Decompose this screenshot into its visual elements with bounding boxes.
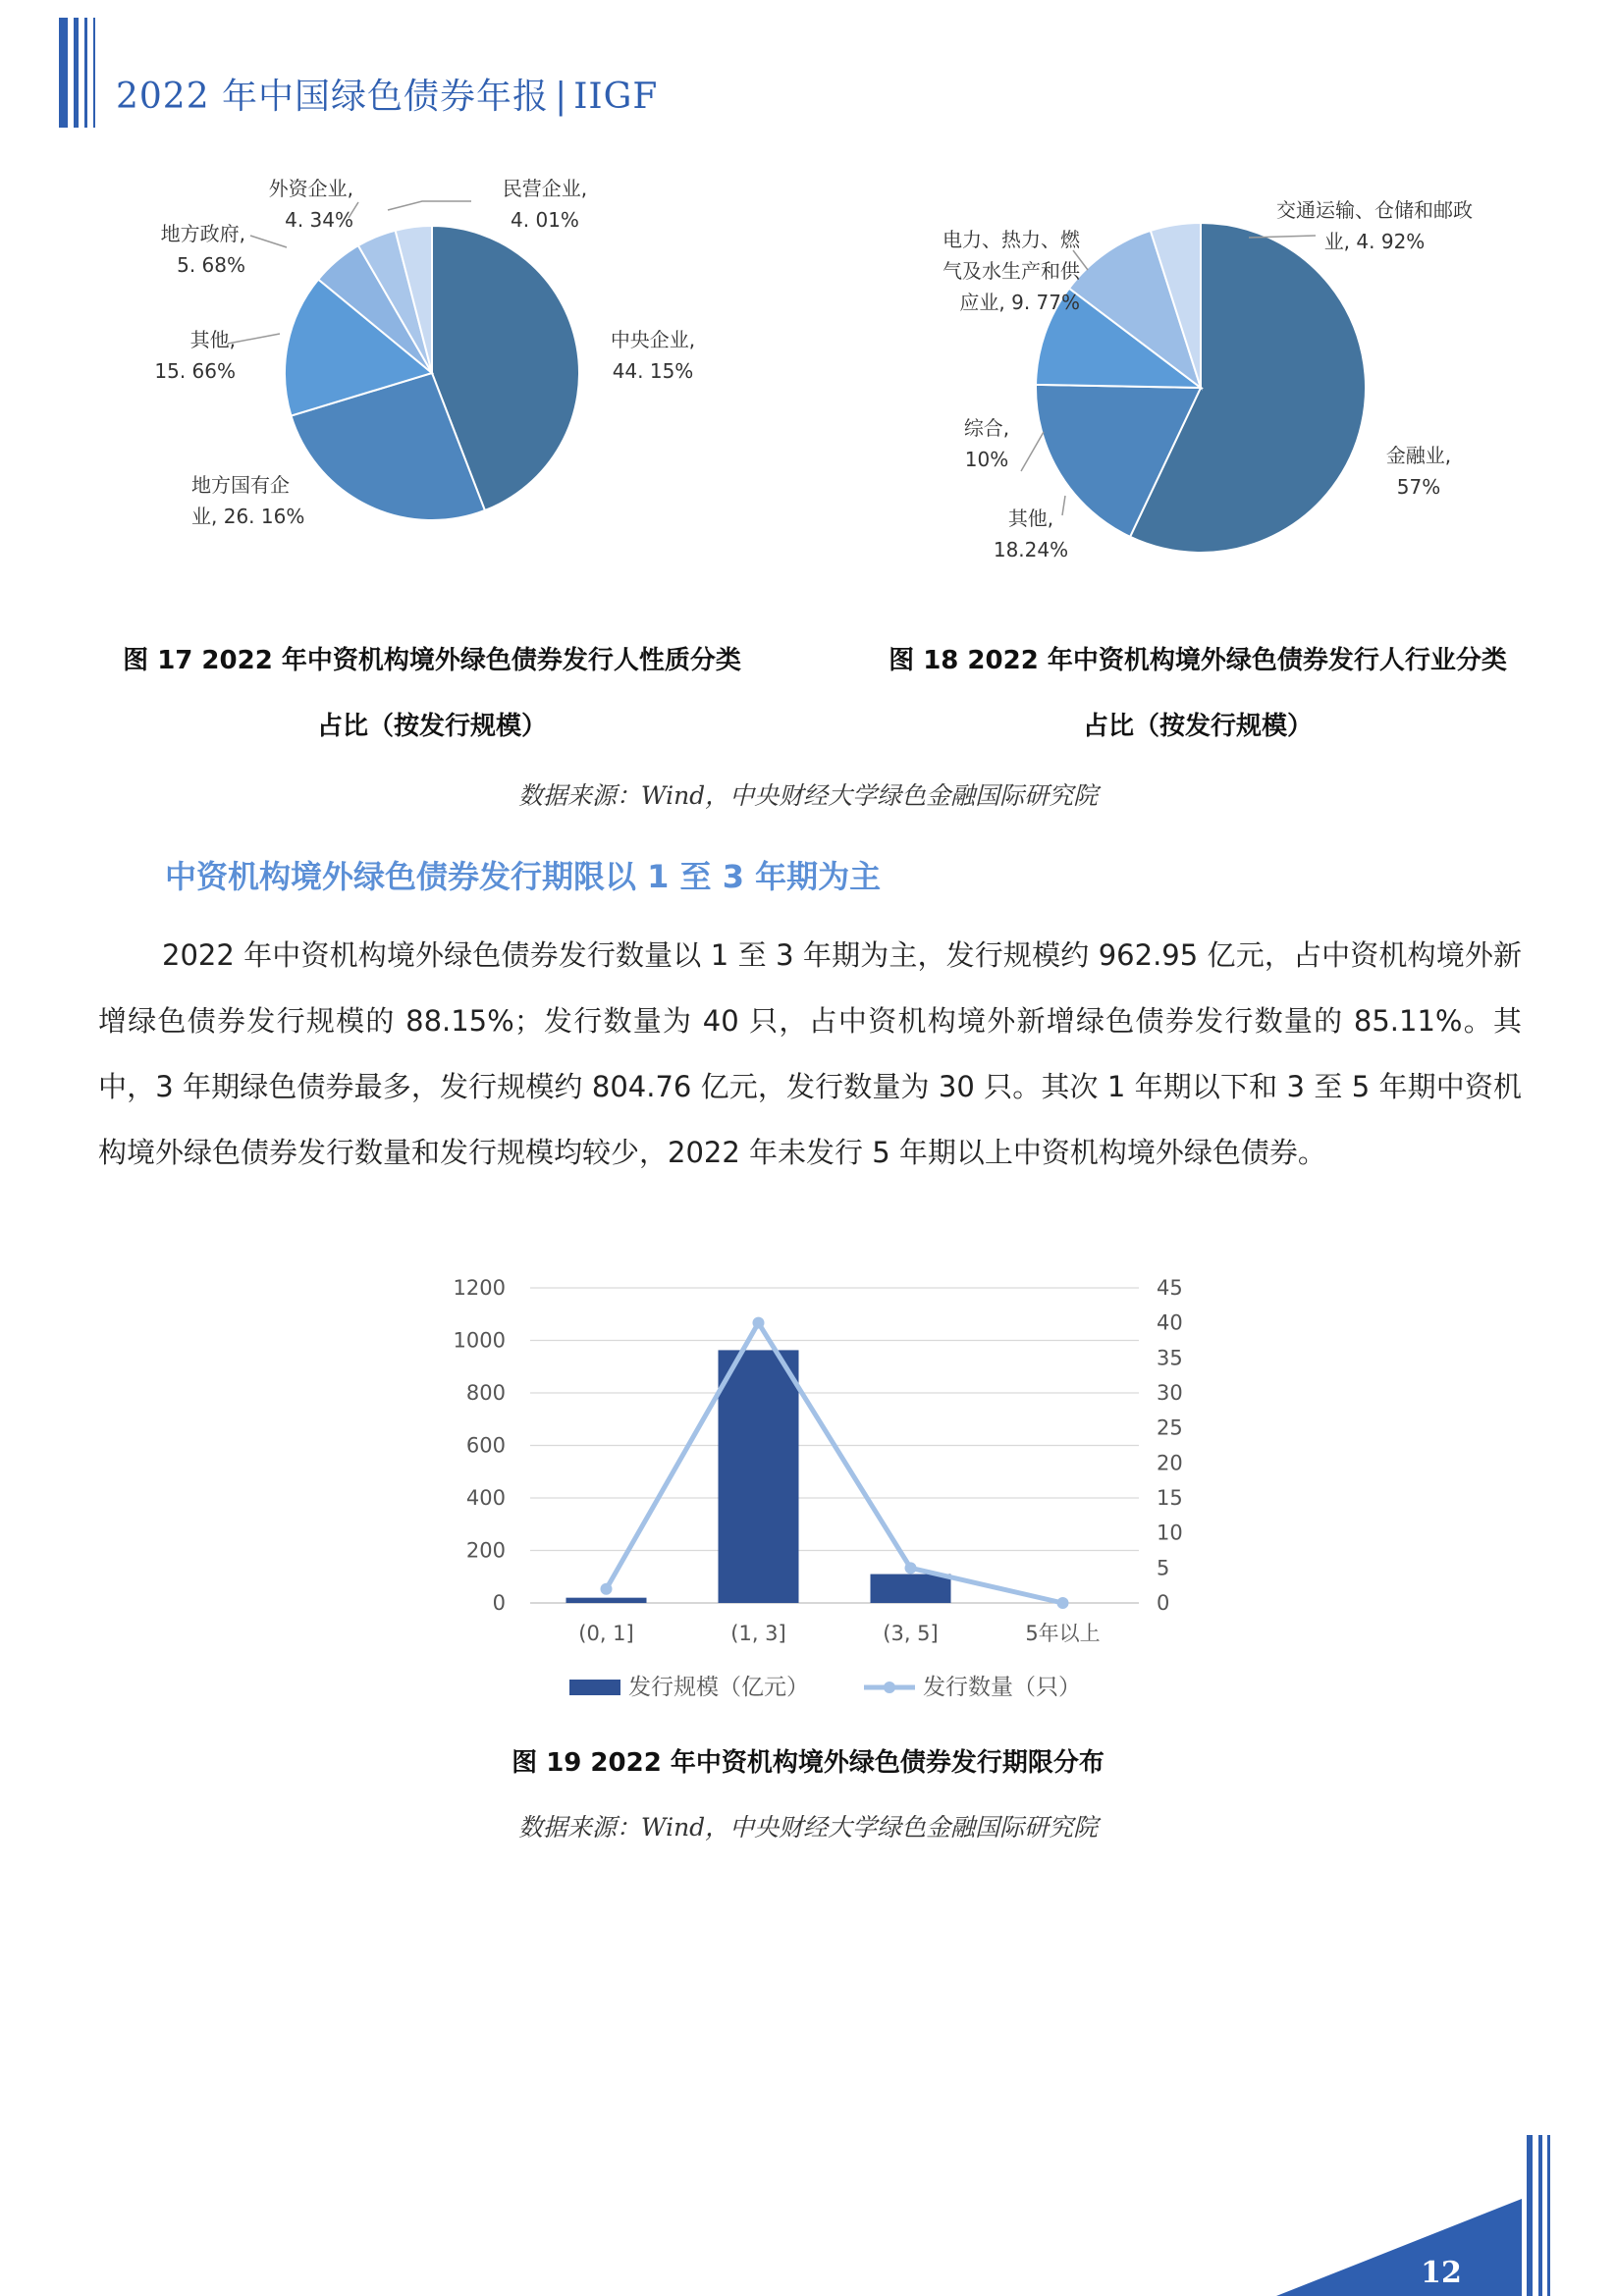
pie-label-private-enterprise: 民营企业, 4. 01% <box>502 177 588 232</box>
body-paragraph: 2022 年中资机构境外绿色债券发行数量以 1 至 3 年期为主，发行规模约 962.95 亿元，占中资机构境外新增绿色债券发行规模的 88.15%；发行数量为 40 只，占中资机构境外新增绿色债券发行数量的 85.11%。其中，3 年期绿色债券最多，发行规模约 804.76 亿元，发行数量为 30 只。其次 1 年期以下和 3 至 5 年期中资机构境外绿色债券发行数量和发行规模均较少，2022 年未发行 5 年期以上中资机构境外绿色债券。 <box>98 938 1522 1169</box>
legend-label-bar: 发行规模（亿元） <box>628 1675 809 1700</box>
source-note: 数据来源：Wind，中央财经大学绿色金融国际研究院 <box>517 781 1099 810</box>
pie-label-transport: 交通运输、仓储和邮政 业, 4. 92% <box>1276 198 1473 253</box>
pie-label-local-soe: 地方国有企 业, 26. 16% <box>191 473 305 528</box>
y-right-tick-label: 45 <box>1157 1276 1183 1300</box>
footer-triangle <box>1276 2199 1532 2296</box>
report-title: 2022 年中国绿色债券年报 | IIGF <box>116 77 659 117</box>
y-left-tick-label: 600 <box>465 1433 506 1458</box>
pie-label-local-government: 地方政府, 5. 68% <box>160 222 245 277</box>
x-tick-label: (1, 3] <box>730 1622 786 1645</box>
chart-legend <box>569 1675 1081 1700</box>
y-right-tick-label: 15 <box>1157 1486 1183 1510</box>
pie-label-central-enterprise: 中央企业, 44. 15% <box>610 328 696 383</box>
y-right-tick-label: 10 <box>1157 1521 1183 1545</box>
combo-chart-maturity-distribution <box>432 1266 1237 1718</box>
line-point-3 <box>1057 1597 1069 1609</box>
bar-1 <box>719 1350 799 1603</box>
pie-label-other-industry: 其他, 18.24% <box>993 507 1069 561</box>
pie-label-foreign-enterprise: 外资企业, 4. 34% <box>268 177 353 232</box>
pie-label-power-utilities: 电力、热力、燃 气及水生产和供 应业, 9. 77% <box>943 228 1080 314</box>
y-left-tick-label: 1000 <box>453 1328 506 1353</box>
y-axis-right <box>1157 1276 1183 1615</box>
pie-slices <box>1036 223 1366 553</box>
footer-bar <box>1527 2135 1533 2296</box>
y-right-tick-label: 20 <box>1157 1451 1183 1475</box>
section-heading: 中资机构境外绿色债券发行期限以 1 至 3 年期为主 <box>165 858 882 895</box>
legend-swatch-point <box>884 1682 895 1693</box>
pie-label-finance: 金融业, 57% <box>1385 444 1452 499</box>
y-left-tick-label: 1200 <box>453 1276 506 1300</box>
line-path <box>607 1323 1063 1603</box>
y-axis-left <box>454 1276 506 1615</box>
y-left-tick-label: 200 <box>465 1538 506 1563</box>
y-left-tick-label: 0 <box>492 1591 506 1615</box>
legend-label-line: 发行数量（只） <box>923 1675 1081 1700</box>
bar-0 <box>566 1598 647 1603</box>
y-left-tick-label: 800 <box>465 1381 506 1405</box>
figure18-caption: 图 18 2022 年中资机构境外绿色债券发行人行业分类 占比（按发行规模） <box>889 646 1507 741</box>
footer-bar <box>1547 2135 1550 2296</box>
source-note-2: 数据来源：Wind，中央财经大学绿色金融国际研究院 <box>517 1813 1099 1842</box>
y-right-tick-label: 35 <box>1157 1346 1183 1370</box>
y-right-tick-label: 25 <box>1157 1415 1183 1440</box>
bar-2 <box>871 1575 951 1603</box>
y-left-tick-label: 400 <box>465 1486 506 1510</box>
x-tick-label: (0, 1] <box>578 1622 634 1645</box>
footer-bar <box>1538 2135 1542 2296</box>
pie-label-comprehensive: 综合, 10% <box>963 416 1010 471</box>
line-series <box>601 1317 1069 1609</box>
y-right-tick-label: 30 <box>1157 1381 1183 1405</box>
x-tick-label: (3, 5] <box>883 1622 939 1645</box>
y-right-tick-label: 5 <box>1157 1556 1170 1580</box>
figure17-caption: 图 17 2022 年中资机构境外绿色债券发行人性质分类 占比（按发行规模） <box>123 646 741 741</box>
pie-label-other: 其他, 15. 66% <box>154 328 236 383</box>
x-axis <box>578 1622 1100 1645</box>
report-title-text: 2022 年中国绿色债券年报 <box>116 77 550 117</box>
figure19-caption: 图 19 2022 年中资机构境外绿色债券发行期限分布 <box>512 1748 1104 1778</box>
x-tick-label: 5年以上 <box>1025 1622 1101 1645</box>
y-right-tick-label: 0 <box>1157 1591 1170 1615</box>
line-point-0 <box>601 1583 613 1595</box>
bar-series <box>566 1350 951 1603</box>
page-number: 12 <box>1421 2256 1462 2290</box>
legend-swatch-bar <box>569 1680 620 1695</box>
line-point-1 <box>753 1317 765 1329</box>
report-brand: IIGF <box>573 77 659 117</box>
line-point-2 <box>905 1562 917 1574</box>
y-right-tick-label: 40 <box>1157 1310 1183 1335</box>
